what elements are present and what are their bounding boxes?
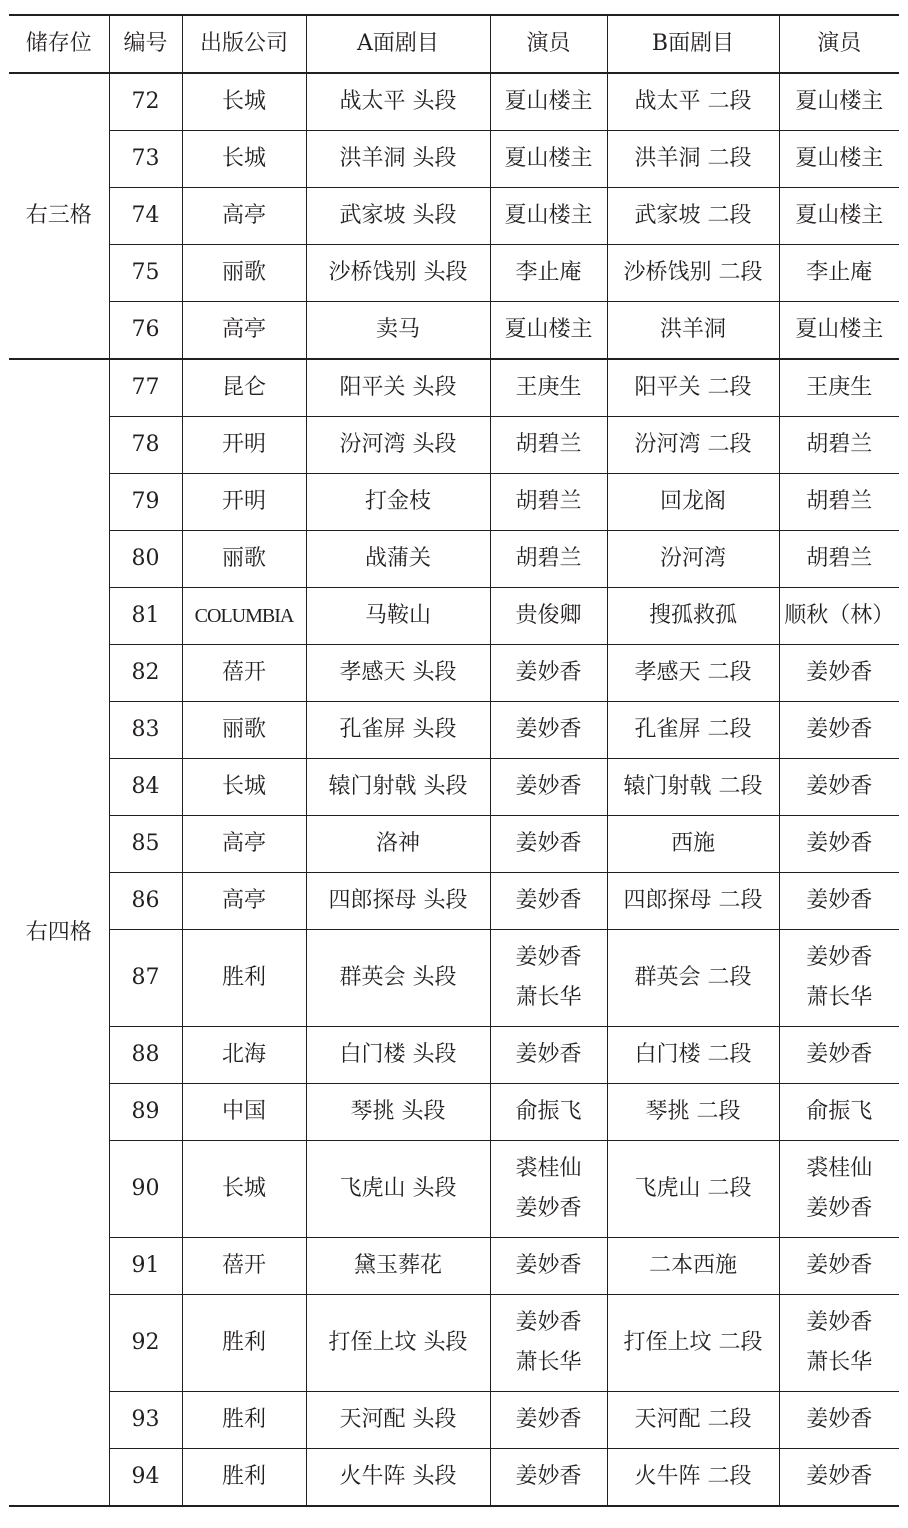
number-cell: 82 [109, 645, 182, 702]
a-actor-cell [490, 245, 607, 302]
a-title-cell: 洪羊洞 头段 [306, 131, 490, 188]
b-actor-cell [779, 188, 899, 245]
table-row [9, 474, 899, 531]
number-cell: 78 [109, 417, 182, 474]
a-actor-cell [490, 1449, 607, 1507]
actor-name: 姜妙香 [806, 888, 873, 913]
a-title-cell: 打金枝 [306, 474, 490, 531]
b-actor-cell [779, 702, 899, 759]
b-title-cell: 汾河湾 [607, 531, 779, 588]
a-actor-cell [490, 930, 607, 1027]
b-actor-cell [779, 359, 899, 417]
a-actor-cell [490, 645, 607, 702]
actor-name: 裘桂仙 [515, 1156, 582, 1181]
actor-name: 姜妙香 [806, 1253, 873, 1278]
actor-name: 贵俊卿 [515, 603, 582, 628]
b-title-cell: 打侄上坟 二段 [607, 1295, 779, 1392]
table-row [9, 588, 899, 645]
table-row [9, 1392, 899, 1449]
a-actor-cell [490, 1295, 607, 1392]
b-actor-cell [779, 245, 899, 302]
number-cell: 87 [109, 930, 182, 1027]
company-cell: 北海 [182, 1027, 306, 1084]
b-title-cell: 洪羊洞 [607, 302, 779, 360]
table-row [9, 302, 899, 360]
actor-name: 姜妙香 [806, 1196, 873, 1221]
actor-name: 姜妙香 [806, 945, 873, 970]
company-cell: 高亭 [182, 302, 306, 360]
actor-name: 姜妙香 [806, 1464, 873, 1489]
b-actor-cell [779, 873, 899, 930]
b-title-cell: 琴挑 二段 [607, 1084, 779, 1141]
company-cell: 昆仑 [182, 359, 306, 417]
actor-name: 姜妙香 [515, 1196, 582, 1221]
b-actor-cell [779, 816, 899, 873]
actor-name: 姜妙香 [515, 1464, 582, 1489]
actor-name: 姜妙香 [515, 831, 582, 856]
actor-name: 夏山楼主 [795, 317, 884, 342]
a-title-cell: 黛玉葬花 [306, 1238, 490, 1295]
b-actor-cell [779, 73, 899, 131]
company-cell: 胜利 [182, 1295, 306, 1392]
b-actor-cell [779, 1027, 899, 1084]
table-row [9, 131, 899, 188]
actor-name: 夏山楼主 [504, 203, 593, 228]
actor-name: 夏山楼主 [504, 146, 593, 171]
actor-name: 夏山楼主 [504, 317, 593, 342]
actor-name: 俞振飞 [806, 1099, 873, 1124]
number-cell: 74 [109, 188, 182, 245]
a-actor-cell [490, 1238, 607, 1295]
table-row [9, 188, 899, 245]
a-title-cell: 四郎探母 头段 [306, 873, 490, 930]
b-actor-cell [779, 474, 899, 531]
b-title-cell: 孔雀屏 二段 [607, 702, 779, 759]
header-a-title: A面剧目 [306, 15, 490, 73]
company-cell: 胜利 [182, 930, 306, 1027]
company-cell: 丽歌 [182, 531, 306, 588]
a-actor-cell [490, 1141, 607, 1238]
actor-name: 王庚生 [806, 375, 873, 400]
a-title-cell: 沙桥饯别 头段 [306, 245, 490, 302]
actor-name: 胡碧兰 [515, 432, 582, 457]
company-cell: 丽歌 [182, 245, 306, 302]
a-actor-cell [490, 816, 607, 873]
company-cell: 高亭 [182, 188, 306, 245]
actor-name: 夏山楼主 [795, 146, 884, 171]
number-cell: 89 [109, 1084, 182, 1141]
table-row [9, 1238, 899, 1295]
b-actor-cell [779, 531, 899, 588]
a-actor-cell [490, 131, 607, 188]
table-row [9, 930, 899, 1027]
actor-name: 姜妙香 [806, 1310, 873, 1335]
a-title-cell: 马鞍山 [306, 588, 490, 645]
b-actor-cell [779, 302, 899, 360]
company-cell: 长城 [182, 131, 306, 188]
number-cell: 86 [109, 873, 182, 930]
actor-name: 姜妙香 [515, 1310, 582, 1335]
a-actor-cell [490, 302, 607, 360]
company-cell: 长城 [182, 1141, 306, 1238]
actor-name: 姜妙香 [806, 717, 873, 742]
a-title-cell: 战太平 头段 [306, 73, 490, 131]
number-cell: 77 [109, 359, 182, 417]
a-actor-cell [490, 73, 607, 131]
a-title-cell: 辕门射戟 头段 [306, 759, 490, 816]
actor-name: 姜妙香 [515, 1042, 582, 1067]
actor-name: 姜妙香 [806, 1042, 873, 1067]
number-cell: 76 [109, 302, 182, 360]
a-title-cell: 孝感天 头段 [306, 645, 490, 702]
number-cell: 88 [109, 1027, 182, 1084]
number-cell: 80 [109, 531, 182, 588]
b-actor-cell [779, 588, 899, 645]
a-title-cell: 白门楼 头段 [306, 1027, 490, 1084]
b-title-cell: 二本西施 [607, 1238, 779, 1295]
table-row [9, 645, 899, 702]
table-body [9, 73, 899, 1506]
a-actor-cell [490, 474, 607, 531]
table-row [9, 873, 899, 930]
table-row [9, 73, 899, 131]
actor-name: 夏山楼主 [795, 89, 884, 114]
actor-name: 萧长华 [515, 985, 582, 1010]
actor-name: 胡碧兰 [515, 489, 582, 514]
actor-name: 夏山楼主 [795, 203, 884, 228]
b-title-cell: 洪羊洞 二段 [607, 131, 779, 188]
a-title-cell: 琴挑 头段 [306, 1084, 490, 1141]
b-title-cell: 孝感天 二段 [607, 645, 779, 702]
a-actor-cell [490, 1392, 607, 1449]
a-title-cell: 阳平关 头段 [306, 359, 490, 417]
b-actor-cell [779, 930, 899, 1027]
location-cell: 右四格 [9, 359, 109, 1506]
actor-name: 姜妙香 [515, 945, 582, 970]
company-cell: 蓓开 [182, 645, 306, 702]
number-cell: 90 [109, 1141, 182, 1238]
a-actor-cell [490, 588, 607, 645]
b-title-cell: 飞虎山 二段 [607, 1141, 779, 1238]
b-title-cell: 白门楼 二段 [607, 1027, 779, 1084]
a-actor-cell [490, 1027, 607, 1084]
company-cell: 开明 [182, 474, 306, 531]
actor-name: 俞振飞 [515, 1099, 582, 1124]
table-row [9, 1084, 899, 1141]
a-actor-cell [490, 417, 607, 474]
a-actor-cell [490, 873, 607, 930]
actor-name: 姜妙香 [806, 660, 873, 685]
actor-name: 胡碧兰 [806, 546, 873, 571]
b-title-cell: 辕门射戟 二段 [607, 759, 779, 816]
actor-name: 王庚生 [515, 375, 582, 400]
b-title-cell: 西施 [607, 816, 779, 873]
actor-name: 姜妙香 [515, 1407, 582, 1432]
number-cell: 84 [109, 759, 182, 816]
b-title-cell: 沙桥饯别 二段 [607, 245, 779, 302]
a-actor-cell [490, 1084, 607, 1141]
company-cell: 高亭 [182, 816, 306, 873]
b-title-cell: 汾河湾 二段 [607, 417, 779, 474]
b-title-cell: 回龙阁 [607, 474, 779, 531]
b-actor-cell [779, 1084, 899, 1141]
table-row [9, 359, 899, 417]
a-actor-cell [490, 759, 607, 816]
b-title-cell: 武家坡 二段 [607, 188, 779, 245]
a-title-cell: 武家坡 头段 [306, 188, 490, 245]
actor-name: 萧长华 [806, 985, 873, 1010]
company-cell: 蓓开 [182, 1238, 306, 1295]
table-row [9, 816, 899, 873]
actor-name: 胡碧兰 [806, 489, 873, 514]
a-title-cell: 群英会 头段 [306, 930, 490, 1027]
number-cell: 81 [109, 588, 182, 645]
number-cell: 85 [109, 816, 182, 873]
header-b-title: B面剧目 [607, 15, 779, 73]
header-row [9, 15, 899, 73]
actor-name: 姜妙香 [806, 774, 873, 799]
header-company: 出版公司 [182, 15, 306, 73]
b-actor-cell [779, 1141, 899, 1238]
actor-name: 姜妙香 [515, 1253, 582, 1278]
company-cell: 长城 [182, 759, 306, 816]
actor-name: 夏山楼主 [504, 89, 593, 114]
company-cell: 高亭 [182, 873, 306, 930]
actor-name: 姜妙香 [515, 717, 582, 742]
actor-name: 萧长华 [806, 1350, 873, 1375]
table-row [9, 531, 899, 588]
actor-name: 李止庵 [806, 260, 873, 285]
company-cell: 丽歌 [182, 702, 306, 759]
number-cell: 83 [109, 702, 182, 759]
header-a-actor: 演员 [490, 15, 607, 73]
company-cell: 开明 [182, 417, 306, 474]
actor-name: 裘桂仙 [806, 1156, 873, 1181]
a-actor-cell [490, 531, 607, 588]
a-title-cell: 洛神 [306, 816, 490, 873]
table-row [9, 1027, 899, 1084]
header-location: 储存位 [9, 15, 109, 73]
actor-name: 姜妙香 [806, 831, 873, 856]
actor-name: 姜妙香 [515, 660, 582, 685]
a-title-cell: 天河配 头段 [306, 1392, 490, 1449]
company-cell: 胜利 [182, 1392, 306, 1449]
table-row [9, 1141, 899, 1238]
a-title-cell: 孔雀屏 头段 [306, 702, 490, 759]
a-title-cell: 卖马 [306, 302, 490, 360]
b-title-cell: 天河配 二段 [607, 1392, 779, 1449]
number-cell: 72 [109, 73, 182, 131]
b-actor-cell [779, 131, 899, 188]
company-cell: 中国 [182, 1084, 306, 1141]
b-title-cell: 战太平 二段 [607, 73, 779, 131]
b-actor-cell [779, 417, 899, 474]
actor-name: 顺秋（林） [784, 603, 895, 628]
b-actor-cell [779, 1238, 899, 1295]
company-cell: COLUMBIA [182, 588, 306, 645]
number-cell: 75 [109, 245, 182, 302]
table-row [9, 417, 899, 474]
record-catalog-table [9, 14, 899, 1507]
table-row [9, 1449, 899, 1507]
company-cell: 长城 [182, 73, 306, 131]
b-title-cell: 火牛阵 二段 [607, 1449, 779, 1507]
b-actor-cell [779, 1295, 899, 1392]
actor-name: 胡碧兰 [515, 546, 582, 571]
a-title-cell: 打侄上坟 头段 [306, 1295, 490, 1392]
b-title-cell: 四郎探母 二段 [607, 873, 779, 930]
b-title-cell: 搜孤救孤 [607, 588, 779, 645]
b-title-cell: 阳平关 二段 [607, 359, 779, 417]
table-row [9, 245, 899, 302]
actor-name: 姜妙香 [806, 1407, 873, 1432]
header-number: 编号 [109, 15, 182, 73]
actor-name: 姜妙香 [515, 774, 582, 799]
a-actor-cell [490, 702, 607, 759]
number-cell: 92 [109, 1295, 182, 1392]
table-row [9, 1295, 899, 1392]
actor-name: 姜妙香 [515, 888, 582, 913]
b-actor-cell [779, 1392, 899, 1449]
number-cell: 94 [109, 1449, 182, 1507]
b-actor-cell [779, 1449, 899, 1507]
a-actor-cell [490, 188, 607, 245]
a-title-cell: 飞虎山 头段 [306, 1141, 490, 1238]
b-actor-cell [779, 759, 899, 816]
location-cell: 右三格 [9, 73, 109, 359]
b-title-cell: 群英会 二段 [607, 930, 779, 1027]
number-cell: 93 [109, 1392, 182, 1449]
company-cell: 胜利 [182, 1449, 306, 1507]
header-b-actor: 演员 [779, 15, 899, 73]
a-title-cell: 汾河湾 头段 [306, 417, 490, 474]
actor-name: 萧长华 [515, 1350, 582, 1375]
a-title-cell: 战蒲关 [306, 531, 490, 588]
table-row [9, 702, 899, 759]
number-cell: 73 [109, 131, 182, 188]
a-actor-cell [490, 359, 607, 417]
actor-name: 李止庵 [515, 260, 582, 285]
table-row [9, 759, 899, 816]
number-cell: 79 [109, 474, 182, 531]
b-actor-cell [779, 645, 899, 702]
number-cell: 91 [109, 1238, 182, 1295]
a-title-cell: 火牛阵 头段 [306, 1449, 490, 1507]
actor-name: 胡碧兰 [806, 432, 873, 457]
